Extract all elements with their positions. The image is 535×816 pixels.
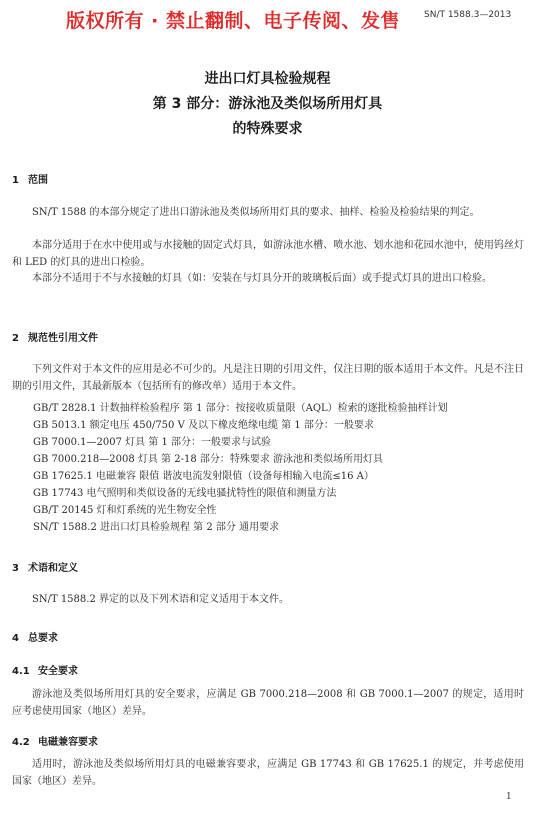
section-title: 范围 [28, 175, 48, 186]
section-number: 4 [12, 633, 19, 644]
section-title: 总要求 [28, 633, 58, 644]
paragraph: 本部分不适用于不与水接触的灯具（如：安装在与灯具分开的玻璃板后面）或手提式灯具的进出口检验。 [32, 273, 492, 284]
document-title-line2: 第 3 部分：游泳池及类似场所用灯具 [152, 96, 383, 112]
reference-item: GB 17743 电气照明和类似设备的无线电骚扰特性的限值和测量方法 [33, 488, 337, 499]
section-title: 术语和定义 [28, 563, 78, 574]
subsection-4-2-heading [12, 733, 98, 748]
paragraph: 游泳池及类似场所用灯具的安全要求，应满足 GB 7000.218—2008 和 GB 7000.1—2007 的规定，适用时应考虑使用国家（地区）差异。 [12, 689, 524, 717]
subsection-4-1-heading [12, 662, 78, 677]
section-number: 1 [12, 175, 19, 186]
reference-item: GB 5013.1 额定电压 450/750 V 及以下橡皮绝缘电缆 第 1 部分：一般要求 [33, 420, 374, 431]
document-title-line1: 进出口灯具检验规程 [204, 71, 331, 87]
paragraph: 本部分适用于在水中使用或与水接触的固定式灯具，如游泳池水槽、喷水池、划水池和花园水池中，使用钨丝灯和 LED 的灯具的进出口检验。 [12, 240, 524, 268]
subsection-title: 安全要求 [38, 666, 78, 677]
section-3-heading [12, 559, 78, 574]
paragraph: 下列文件对于本文件的应用是必不可少的。凡是注日期的引用文件，仅注日期的版本适用于本文件。凡是不注日期的引用文件，其最新版本（包括所有的修改单）适用于本文件。 [12, 364, 524, 392]
subsection-number: 4.2 [12, 737, 30, 748]
reference-item: SN/T 1588.2 进出口灯具检验规程 第 2 部分 通用要求 [33, 522, 280, 533]
subsection-number: 4.1 [12, 666, 30, 677]
reference-item: GB/T 2828.1 计数抽样检验程序 第 1 部分：按接收质量限（AQL）检索的逐批检验抽样计划 [33, 403, 448, 414]
watermark-text: 版权所有 · 禁止翻制、电子传阅、发售 [66, 10, 400, 32]
page-number: 1 [506, 792, 512, 802]
document-title-line3: 的特殊要求 [232, 121, 303, 137]
paragraph: SN/T 1588.2 界定的以及下列术语和定义适用于本文件。 [32, 594, 289, 605]
section-1-heading [12, 171, 48, 186]
reference-item: GB 17625.1 电磁兼容 限值 谐波电流发射限值（设备每相输入电流≤16 A） [33, 471, 374, 482]
paragraph: 适用时，游泳池及类似场所用灯具的电磁兼容要求，应满足 GB 17743 和 GB 17625.1 的规定，并考虑使用国家（地区）差异。 [12, 759, 524, 787]
reference-item: GB 7000.218—2008 灯具 第 2-18 部分：特殊要求 游泳池和类似场所用灯具 [33, 454, 384, 465]
section-number: 2 [12, 333, 19, 344]
subsection-title: 电磁兼容要求 [38, 737, 98, 748]
reference-item: GB/T 20145 灯和灯系统的光生物安全性 [33, 505, 217, 516]
section-2-heading [12, 329, 98, 344]
section-number: 3 [12, 563, 19, 574]
reference-item: GB 7000.1—2007 灯具 第 1 部分：一般要求与试验 [33, 437, 272, 448]
standard-number: SN/T 1588.3—2013 [424, 10, 512, 20]
section-4-heading [12, 629, 58, 644]
paragraph: SN/T 1588 的本部分规定了进出口游泳池及类似场所用灯具的要求、抽样、检验及检验结果的判定。 [32, 207, 480, 218]
section-title: 规范性引用文件 [28, 333, 98, 344]
